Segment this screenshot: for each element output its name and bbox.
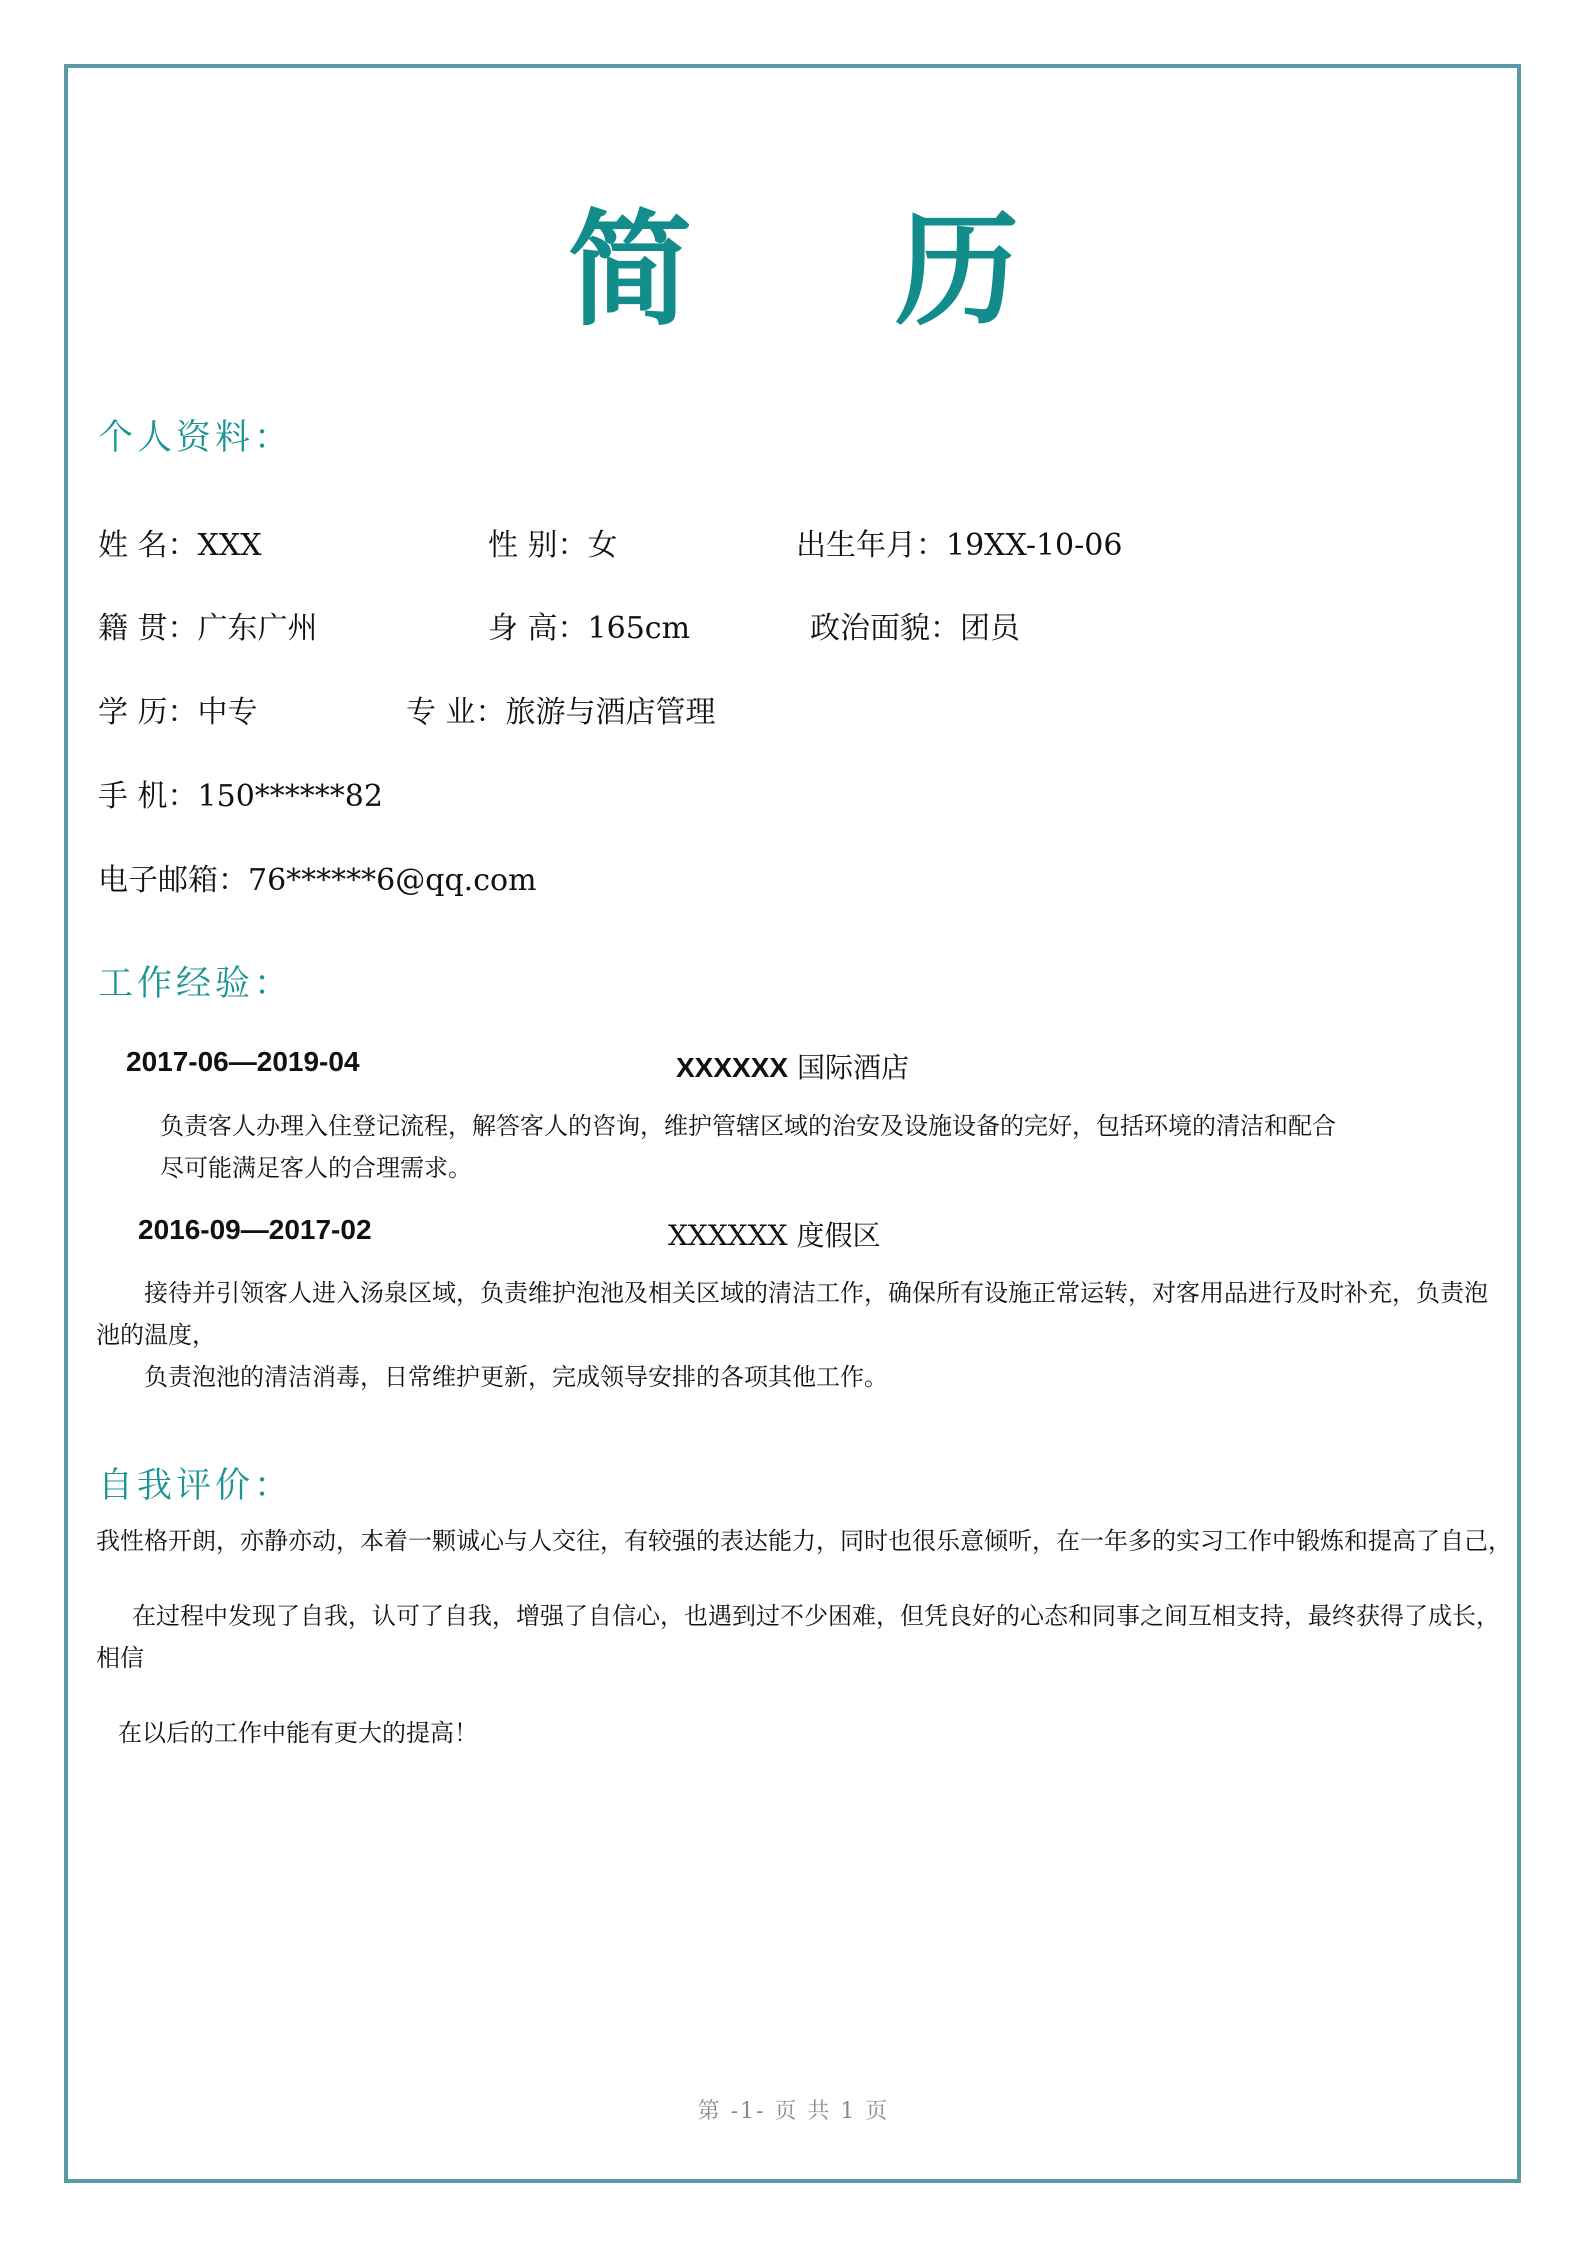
self-eval-line: 在过程中发现了自我，认可了自我，增强了自信心，也遇到过不少困难，但凭良好的心态和同事之间互相支持，最终获得了成长， — [132, 1602, 1500, 1630]
page-footer: 第 -1- 页 共 1 页 — [697, 2099, 890, 2124]
self-eval-line: 相信 — [96, 1644, 144, 1672]
job-company-cn: 度假区 — [787, 1219, 881, 1252]
job-company-cn: 国际酒店 — [788, 1051, 909, 1084]
job-company-latin: XXXXXX — [668, 1219, 788, 1252]
section-heading-work: 工作经验： — [98, 964, 294, 1004]
field-political: 政治面貌：团员 — [810, 611, 1020, 646]
field-hometown: 籍 贯：广东广州 — [98, 611, 318, 646]
field-phone: 手 机：150******82 — [98, 779, 383, 814]
field-major: 专 业：旅游与酒店管理 — [406, 695, 716, 730]
job-description-line: 尽可能满足客人的合理需求。 — [160, 1154, 472, 1182]
field-gender: 性 别：女 — [488, 528, 618, 563]
job-date: 2016-09—2017-02 — [138, 1214, 372, 1245]
job-company — [668, 1214, 881, 1254]
job-company-latin: XXXXXX — [676, 1052, 789, 1083]
job-description-line: 负责客人办理入住登记流程，解答客人的咨询，维护管辖区域的治安及设施设备的完好，包括环境的清洁和配合 — [160, 1112, 1336, 1140]
field-name: 姓 名：XXX — [98, 528, 262, 563]
field-birth: 出生年月：19XX-10-06 — [796, 528, 1123, 563]
field-education: 学 历：中专 — [98, 695, 258, 730]
section-heading-self-eval: 自我评价： — [98, 1466, 294, 1506]
field-email: 电子邮箱：76******6@qq.com — [98, 863, 537, 898]
self-eval-line: 我性格开朗，亦静亦动，本着一颗诚心与人交往，有较强的表达能力，同时也很乐意倾听，在一年多的实习工作中锻炼和提高了自己， — [96, 1527, 1512, 1555]
field-height: 身 高：165cm — [488, 611, 691, 646]
job-description-line: 接待并引领客人进入汤泉区域，负责维护泡池及相关区域的清洁工作，确保所有设施正常运转，对客用品进行及时补充，负责泡 — [144, 1279, 1488, 1307]
job-date: 2017-06—2019-04 — [126, 1046, 360, 1077]
self-eval-line: 在以后的工作中能有更大的提高！ — [118, 1719, 478, 1747]
resume-title: 简 历 — [567, 198, 1100, 343]
job-company — [676, 1046, 909, 1086]
section-heading-personal: 个人资料： — [98, 418, 294, 458]
job-description-line: 负责泡池的清洁消毒，日常维护更新，完成领导安排的各项其他工作。 — [144, 1363, 888, 1391]
job-description-line: 池的温度， — [96, 1321, 216, 1349]
